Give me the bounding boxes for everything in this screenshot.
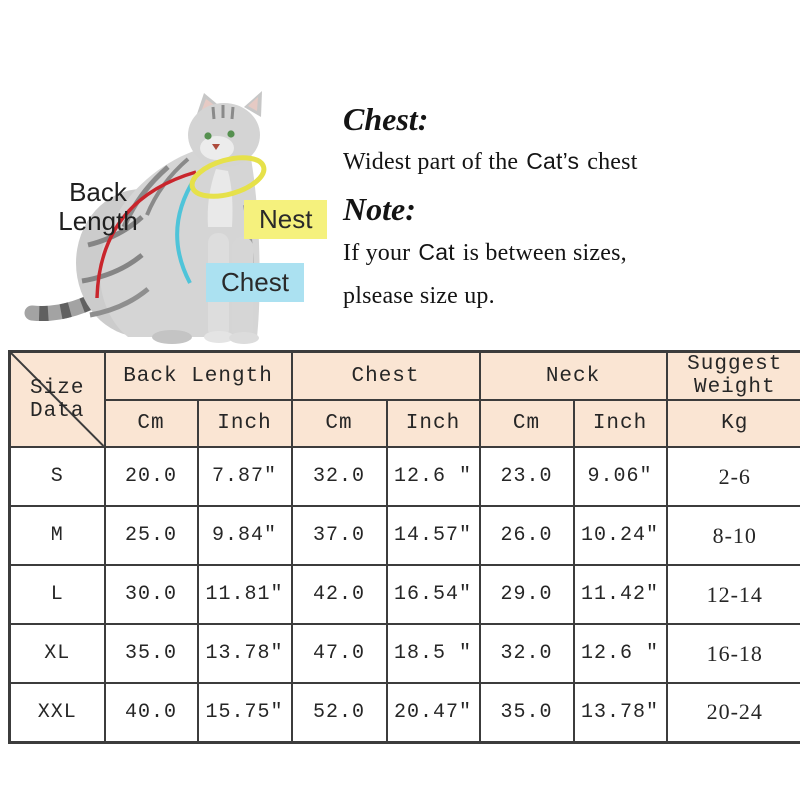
table-row [10, 683, 800, 742]
table-row [10, 506, 800, 565]
table-cell-chest_in: 16.54″ [387, 565, 480, 624]
table-row [10, 447, 800, 506]
unit-chest-inch: Inch [387, 400, 480, 447]
table-cell-chest_in: 14.57″ [387, 506, 480, 565]
unit-neck-cm: Cm [480, 400, 574, 447]
chest-description [343, 147, 795, 177]
table-row [10, 565, 800, 624]
chest-desc-prefix: Widest part of the [343, 149, 519, 176]
table-cell-neck_in: 10.24″ [574, 506, 667, 565]
unit-chest-cm: Cm [292, 400, 387, 447]
table-cell-weight_kg: 12-14 [667, 565, 800, 624]
table-cell-weight_kg: 2-6 [667, 447, 800, 506]
back-length-word1: Back [69, 177, 127, 207]
info-text-block [343, 100, 795, 311]
note-suffix: is between sizes, [462, 239, 627, 266]
table-cell-back_cm: 25.0 [105, 506, 198, 565]
size-table-body [10, 447, 800, 742]
table-cell-back_cm: 35.0 [105, 624, 198, 683]
unit-back-inch: Inch [198, 400, 292, 447]
corner-cell [10, 352, 105, 448]
table-cell-chest_cm: 47.0 [292, 624, 387, 683]
size-table [8, 350, 800, 744]
header-neck: Neck [480, 352, 667, 401]
chest-desc-suffix: chest [587, 149, 638, 176]
size-label-cell: XL [10, 624, 105, 683]
unit-back-cm: Cm [105, 400, 198, 447]
chest-desc-animal: Cat’s [526, 148, 580, 175]
table-cell-neck_cm: 26.0 [480, 506, 574, 565]
table-cell-neck_cm: 29.0 [480, 565, 574, 624]
note-line1 [343, 238, 795, 268]
table-cell-chest_cm: 42.0 [292, 565, 387, 624]
table-cell-chest_cm: 52.0 [292, 683, 387, 742]
table-cell-neck_in: 9.06″ [574, 447, 667, 506]
table-cell-back_cm: 40.0 [105, 683, 198, 742]
size-label-cell: S [10, 447, 105, 506]
table-cell-back_in: 7.87″ [198, 447, 292, 506]
header-suggest-weight: Suggest Weight [667, 352, 800, 401]
unit-weight-kg: Kg [667, 400, 800, 447]
back-length-word2: Length [58, 206, 138, 237]
chest-label: Chest [206, 263, 304, 302]
table-cell-chest_in: 20.47″ [387, 683, 480, 742]
table-cell-weight_kg: 8-10 [667, 506, 800, 565]
note-line2: plsease size up. [343, 282, 495, 309]
table-cell-back_cm: 20.0 [105, 447, 198, 506]
table-cell-neck_in: 11.42″ [574, 565, 667, 624]
table-cell-chest_in: 12.6 ″ [387, 447, 480, 506]
table-cell-back_in: 13.78″ [198, 624, 292, 683]
note-animal: Cat [418, 238, 455, 265]
chest-heading: Chest: [343, 101, 429, 137]
size-label-cell: L [10, 565, 105, 624]
table-cell-neck_in: 13.78″ [574, 683, 667, 742]
table-cell-back_in: 15.75″ [198, 683, 292, 742]
unit-neck-inch: Inch [574, 400, 667, 447]
measurement-figure-section [0, 0, 800, 350]
table-cell-chest_cm: 32.0 [292, 447, 387, 506]
table-cell-neck_cm: 35.0 [480, 683, 574, 742]
header-back-length: Back Length [105, 352, 292, 401]
table-row [10, 624, 800, 683]
size-label-cell: XXL [10, 683, 105, 742]
nest-label: Nest [244, 200, 327, 239]
table-cell-back_in: 9.84″ [198, 506, 292, 565]
table-cell-back_in: 11.81″ [198, 565, 292, 624]
size-label-cell: M [10, 506, 105, 565]
table-cell-neck_cm: 32.0 [480, 624, 574, 683]
back-length-label [52, 178, 144, 236]
table-cell-back_cm: 30.0 [105, 565, 198, 624]
note-prefix: If your [343, 239, 411, 266]
note-heading: Note: [343, 191, 416, 228]
table-cell-chest_in: 18.5 ″ [387, 624, 480, 683]
table-cell-chest_cm: 37.0 [292, 506, 387, 565]
header-chest: Chest [292, 352, 480, 401]
table-cell-weight_kg: 16-18 [667, 624, 800, 683]
table-cell-neck_cm: 23.0 [480, 447, 574, 506]
table-cell-neck_in: 12.6 ″ [574, 624, 667, 683]
table-cell-weight_kg: 20-24 [667, 683, 800, 742]
corner-label: Size Data [30, 376, 85, 423]
